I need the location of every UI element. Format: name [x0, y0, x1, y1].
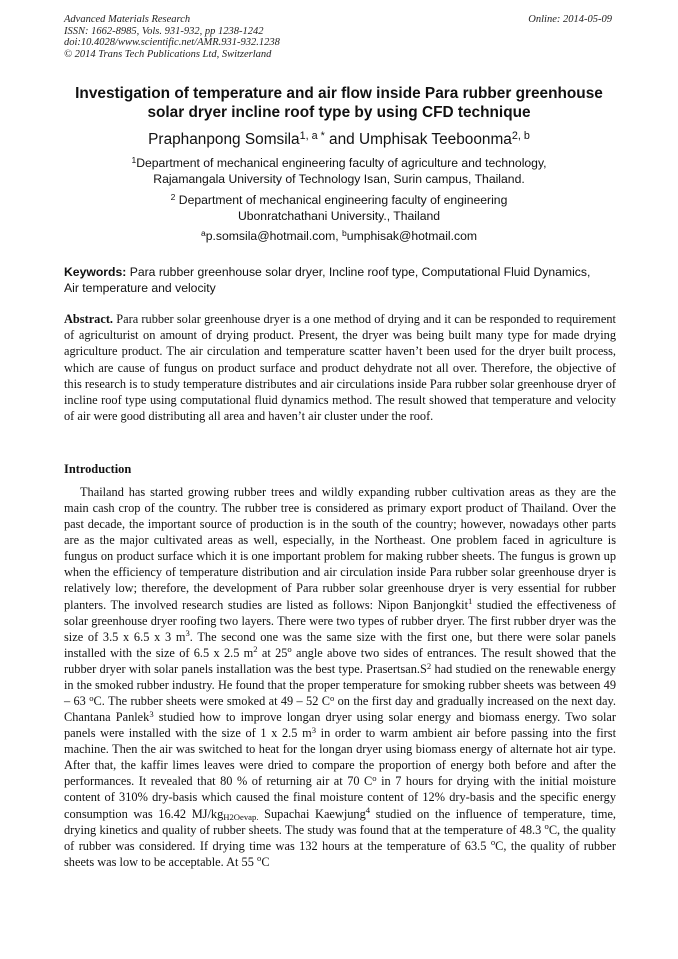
- doi-line: doi:10.4028/www.scientific.net/AMR.931-932.1238: [64, 37, 280, 49]
- citation-3: 3: [149, 708, 154, 719]
- affiliation-2-line-2: Ubonratchathani University., Thailand: [237, 208, 441, 223]
- degree-mark: o: [490, 837, 496, 848]
- intro-text-15: C, the quality of rubber sheets was low to be acceptable. At 55: [64, 838, 616, 869]
- affiliation-1-line-1: Department of mechanical engineering faculty of agriculture and technology,: [136, 156, 547, 170]
- keywords-line-1: Para rubber greenhouse solar dryer, Incline roof type, Computational Fluid Dynamics,: [126, 265, 591, 279]
- intro-text-7: C. The rubber sheets were smoked at 49 – 52 C: [93, 694, 330, 709]
- paper-title: [40, 84, 638, 122]
- intro-text-11: in 7 hours for drying with the initial moisture content of 310% dry-basis which caused the final moisture content of 12% dry-basis and the specific energy consumption was 16.42 MJ/kg: [64, 774, 616, 821]
- author-conjunction: and: [324, 131, 359, 148]
- intro-text-12: Supachai Kaewjung: [258, 806, 366, 821]
- intro-text-8: on the first day and gradually increased on the next day. Chantana Panlek: [64, 694, 616, 725]
- unit-exponent: 3: [311, 724, 317, 735]
- keywords-block: [64, 265, 616, 297]
- abstract-text: Para rubber solar greenhouse dryer is a one method of drying and it can be responded to requirement of agriculturist on amount of drying product. Present, the dryer was being built many type for made drying agriculture product. The air circulation and temperature scatter haven’t been used for the dryer built process, which are cause of fungus on product surface and product dehydrate not all over. Therefore, the objective of this research is to study temperature distributes and air circulations inside Para rubber solar greenhouse dryer of incline roof type using computational fluid dynamics method. The result showed that temperature and velocity of air were good distributing all area and haven’t air cluster under the roof.: [64, 312, 616, 424]
- email-2: umphisak@hotmail.com: [346, 229, 478, 243]
- affiliation-1: [40, 156, 638, 188]
- degree-mark: o: [372, 773, 377, 784]
- keywords-label: Keywords:: [64, 265, 127, 279]
- keywords-line-2: Air temperature and velocity: [64, 280, 216, 295]
- issn-line: ISSN: 1662-8985, Vols. 931-932, pp 1238-1242: [64, 25, 264, 37]
- affiliation-1-line-2: Rajamangala University of Technology Isan, Surin campus, Thailand.: [153, 171, 525, 186]
- journal-meta: [64, 14, 280, 60]
- email-2-mark: b: [342, 227, 347, 238]
- citation-2: 2: [426, 660, 432, 671]
- intro-text-14: C, the quality of rubber was considered. If drying time was 132 hours at the temperature of 63.5: [64, 822, 616, 853]
- introduction-heading: Introduction: [64, 462, 132, 476]
- author-1-affiliation-mark: 1, a *: [299, 129, 325, 142]
- degree-mark: o: [257, 853, 262, 864]
- intro-text-1: Thailand has started growing rubber trees and wildly expanding rubber cultivation areas as they are the main cash crop of the country. The rubber tree is considered as primary export product of Thailand. Over the past decade, the important source of production is in the south of the country; however, nowadays other parts are as the major cultivated areas as well, especially, in the Northeast. One problem faced in agriculture is fungus on product surface which it is one important problem for making rubber sheets. The fungus is grown up when the efficiency of temperature distribution and air circulation inside Para rubber solar greenhouse dryer is relatively low; therefore, the development of Para rubber solar greenhouse dryer is very essential for rubber planters. The involved research studies are listed as follows: Nipon Banjongkit: [64, 485, 616, 612]
- unit-exponent: 2: [253, 644, 258, 655]
- author-emails: [40, 229, 638, 245]
- intro-text-5: angle above two sides of entrances. The result showed that the rubber dryer with solar panels installation was the best type. Prasertsan.S: [64, 645, 616, 676]
- citation-4: 4: [365, 805, 371, 816]
- affiliation-2-line-1: Department of mechanical engineering faculty of engineering: [178, 193, 508, 207]
- citation-1: 1: [468, 596, 473, 607]
- online-date: Online: 2014-05-09: [528, 14, 612, 25]
- copyright-line: © 2014 Trans Tech Publications Ltd, Switzerland: [64, 48, 272, 60]
- intro-text-4: at 25: [257, 645, 288, 660]
- abstract-paragraph: [64, 311, 616, 424]
- intro-text-6: had studied on the renewable energy in the smoked rubber industry. He found that the proper temperature for smoking rubber sheets was between 49 – 63: [64, 661, 616, 709]
- degree-mark: o: [544, 821, 549, 832]
- degree-mark: o: [329, 692, 335, 703]
- author-2-affiliation-mark: 2, b: [511, 129, 530, 142]
- introduction-paragraph: [64, 484, 616, 870]
- intro-text-10: in order to warm ambient air before passing into the first machine. Then the air was switched to heat for the longan dryer using biomass energy of alternate hot air type. After that, the kaffir limes leaves were dried to compare the proportion of energy both before and after the performances. It revealed that 80 % of returning air at 70 C: [64, 726, 616, 789]
- author-2: Umphisak Teeboonma: [359, 131, 512, 148]
- abstract-label: Abstract.: [64, 312, 114, 326]
- degree-mark: o: [287, 644, 292, 655]
- affiliation-1-number: 1: [131, 154, 137, 165]
- unit-subscript: H2Oevap.: [223, 811, 259, 822]
- intro-text-9: studied how to improve longan dryer using solar energy and biomass energy. Two solar panels were installed with the size of 1 x 2.5 m: [64, 710, 617, 741]
- intro-text-3: . The second one was the same size with the first one, but there were solar panels installed with the size of 6.5 x 2.5 m: [64, 629, 616, 660]
- intro-text-16: C: [261, 854, 270, 869]
- title-line-2: solar dryer incline roof type by using CFD technique: [147, 104, 531, 122]
- degree-mark: o: [89, 692, 94, 703]
- intro-text-2: studied the effectiveness of solar greenhouse dryer roofing two layers. There were two types of rubber dryer. The first rubber dryer was the size of 3.5 x 6.5 x 3 m: [64, 597, 616, 644]
- email-1-mark: a: [200, 227, 206, 238]
- unit-exponent: 3: [185, 628, 190, 639]
- author-1: Praphanpong Somsila: [148, 131, 300, 148]
- email-1: p.somsila@hotmail.com,: [205, 229, 343, 243]
- title-line-1: Investigation of temperature and air flow inside Para rubber greenhouse: [75, 85, 603, 102]
- affiliation-2-number: 2: [170, 191, 176, 202]
- journal-name: Advanced Materials Research: [64, 14, 191, 25]
- affiliation-2: [40, 193, 638, 225]
- author-list: [40, 130, 638, 150]
- intro-text-13: studied on the influence of temperature, time, drying kinetics and quality of rubber sheets. The study was found that at the temperature of 48.3: [64, 806, 617, 837]
